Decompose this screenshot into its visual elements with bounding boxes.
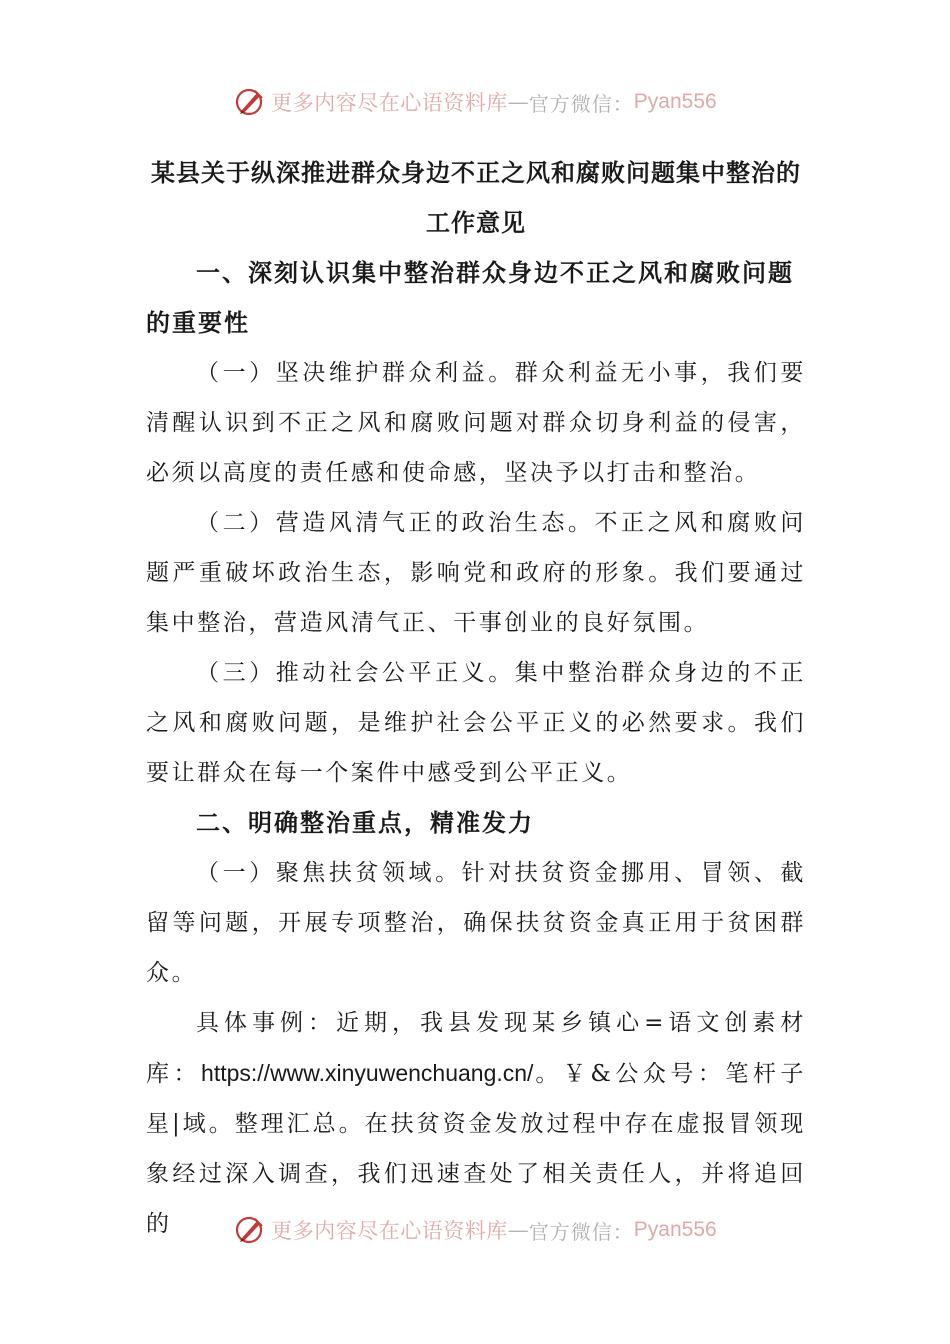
footer-banner	[0, 1210, 950, 1250]
example-url: https://www.xinyuwenchuang.cn/	[201, 1060, 534, 1086]
paragraph: （一）聚焦扶贫领域。针对扶贫资金挪用、冒领、截留等问题，开展专项整治，确保扶贫资金真正用于贫困群众。	[146, 860, 806, 986]
paragraph: （三）推动社会公平正义。集中整治群众身边的不正之风和腐败问题，是维护社会公平正义的必然要求。我们要让群众在每一个案件中感受到公平正义。	[146, 660, 806, 786]
banner-wechat-label: 官方微信：	[528, 1219, 634, 1244]
banner-separator: —	[507, 1218, 529, 1242]
banner-separator: —	[507, 90, 529, 114]
pen-logo-icon	[233, 1213, 267, 1247]
header-banner	[0, 82, 950, 122]
document-title: 某县关于纵深推进群众身边不正之风和腐败问题集中整治的工作意见	[151, 158, 801, 237]
banner-text: 更多内容尽在心语资料库	[271, 1219, 508, 1243]
banner-text: 更多内容尽在心语资料库	[271, 91, 508, 115]
paragraph: （一）坚决维护群众利益。群众利益无小事，我们要清醒认识到不正之风和腐败问题对群众切身利益的侵害，必须以高度的责任感和使命感，坚决予以打击和整治。	[146, 360, 806, 486]
pen-logo-icon	[233, 85, 267, 119]
section-heading: 二、明确整治重点，精准发力	[196, 808, 534, 837]
example-text-start: 具体事例：近期，我县发现某乡镇心=语文创素材库：	[146, 1010, 806, 1087]
banner-wechat-id: Pyan556	[633, 90, 717, 113]
document-body	[146, 148, 806, 1249]
section-heading: 一、深刻认识集中整治群众身边不正之风和腐败问题的重要性	[146, 258, 794, 337]
paragraph: （二）营造风清气正的政治生态。不正之风和腐败问题严重破坏政治生态，影响党和政府的形象。我们要通过集中整治，营造风清气正、干事创业的良好氛围。	[146, 510, 806, 636]
banner-wechat-label: 官方微信：	[528, 91, 634, 116]
example-text-end: 。￥&公众号：笔杆子星|域。整理汇总。在扶贫资金发放过程中存在虚报冒领现象经过深入调查，我们迅速查处了相关责任人，并将追回的	[146, 1061, 806, 1237]
banner-wechat-id: Pyan556	[633, 1218, 717, 1241]
